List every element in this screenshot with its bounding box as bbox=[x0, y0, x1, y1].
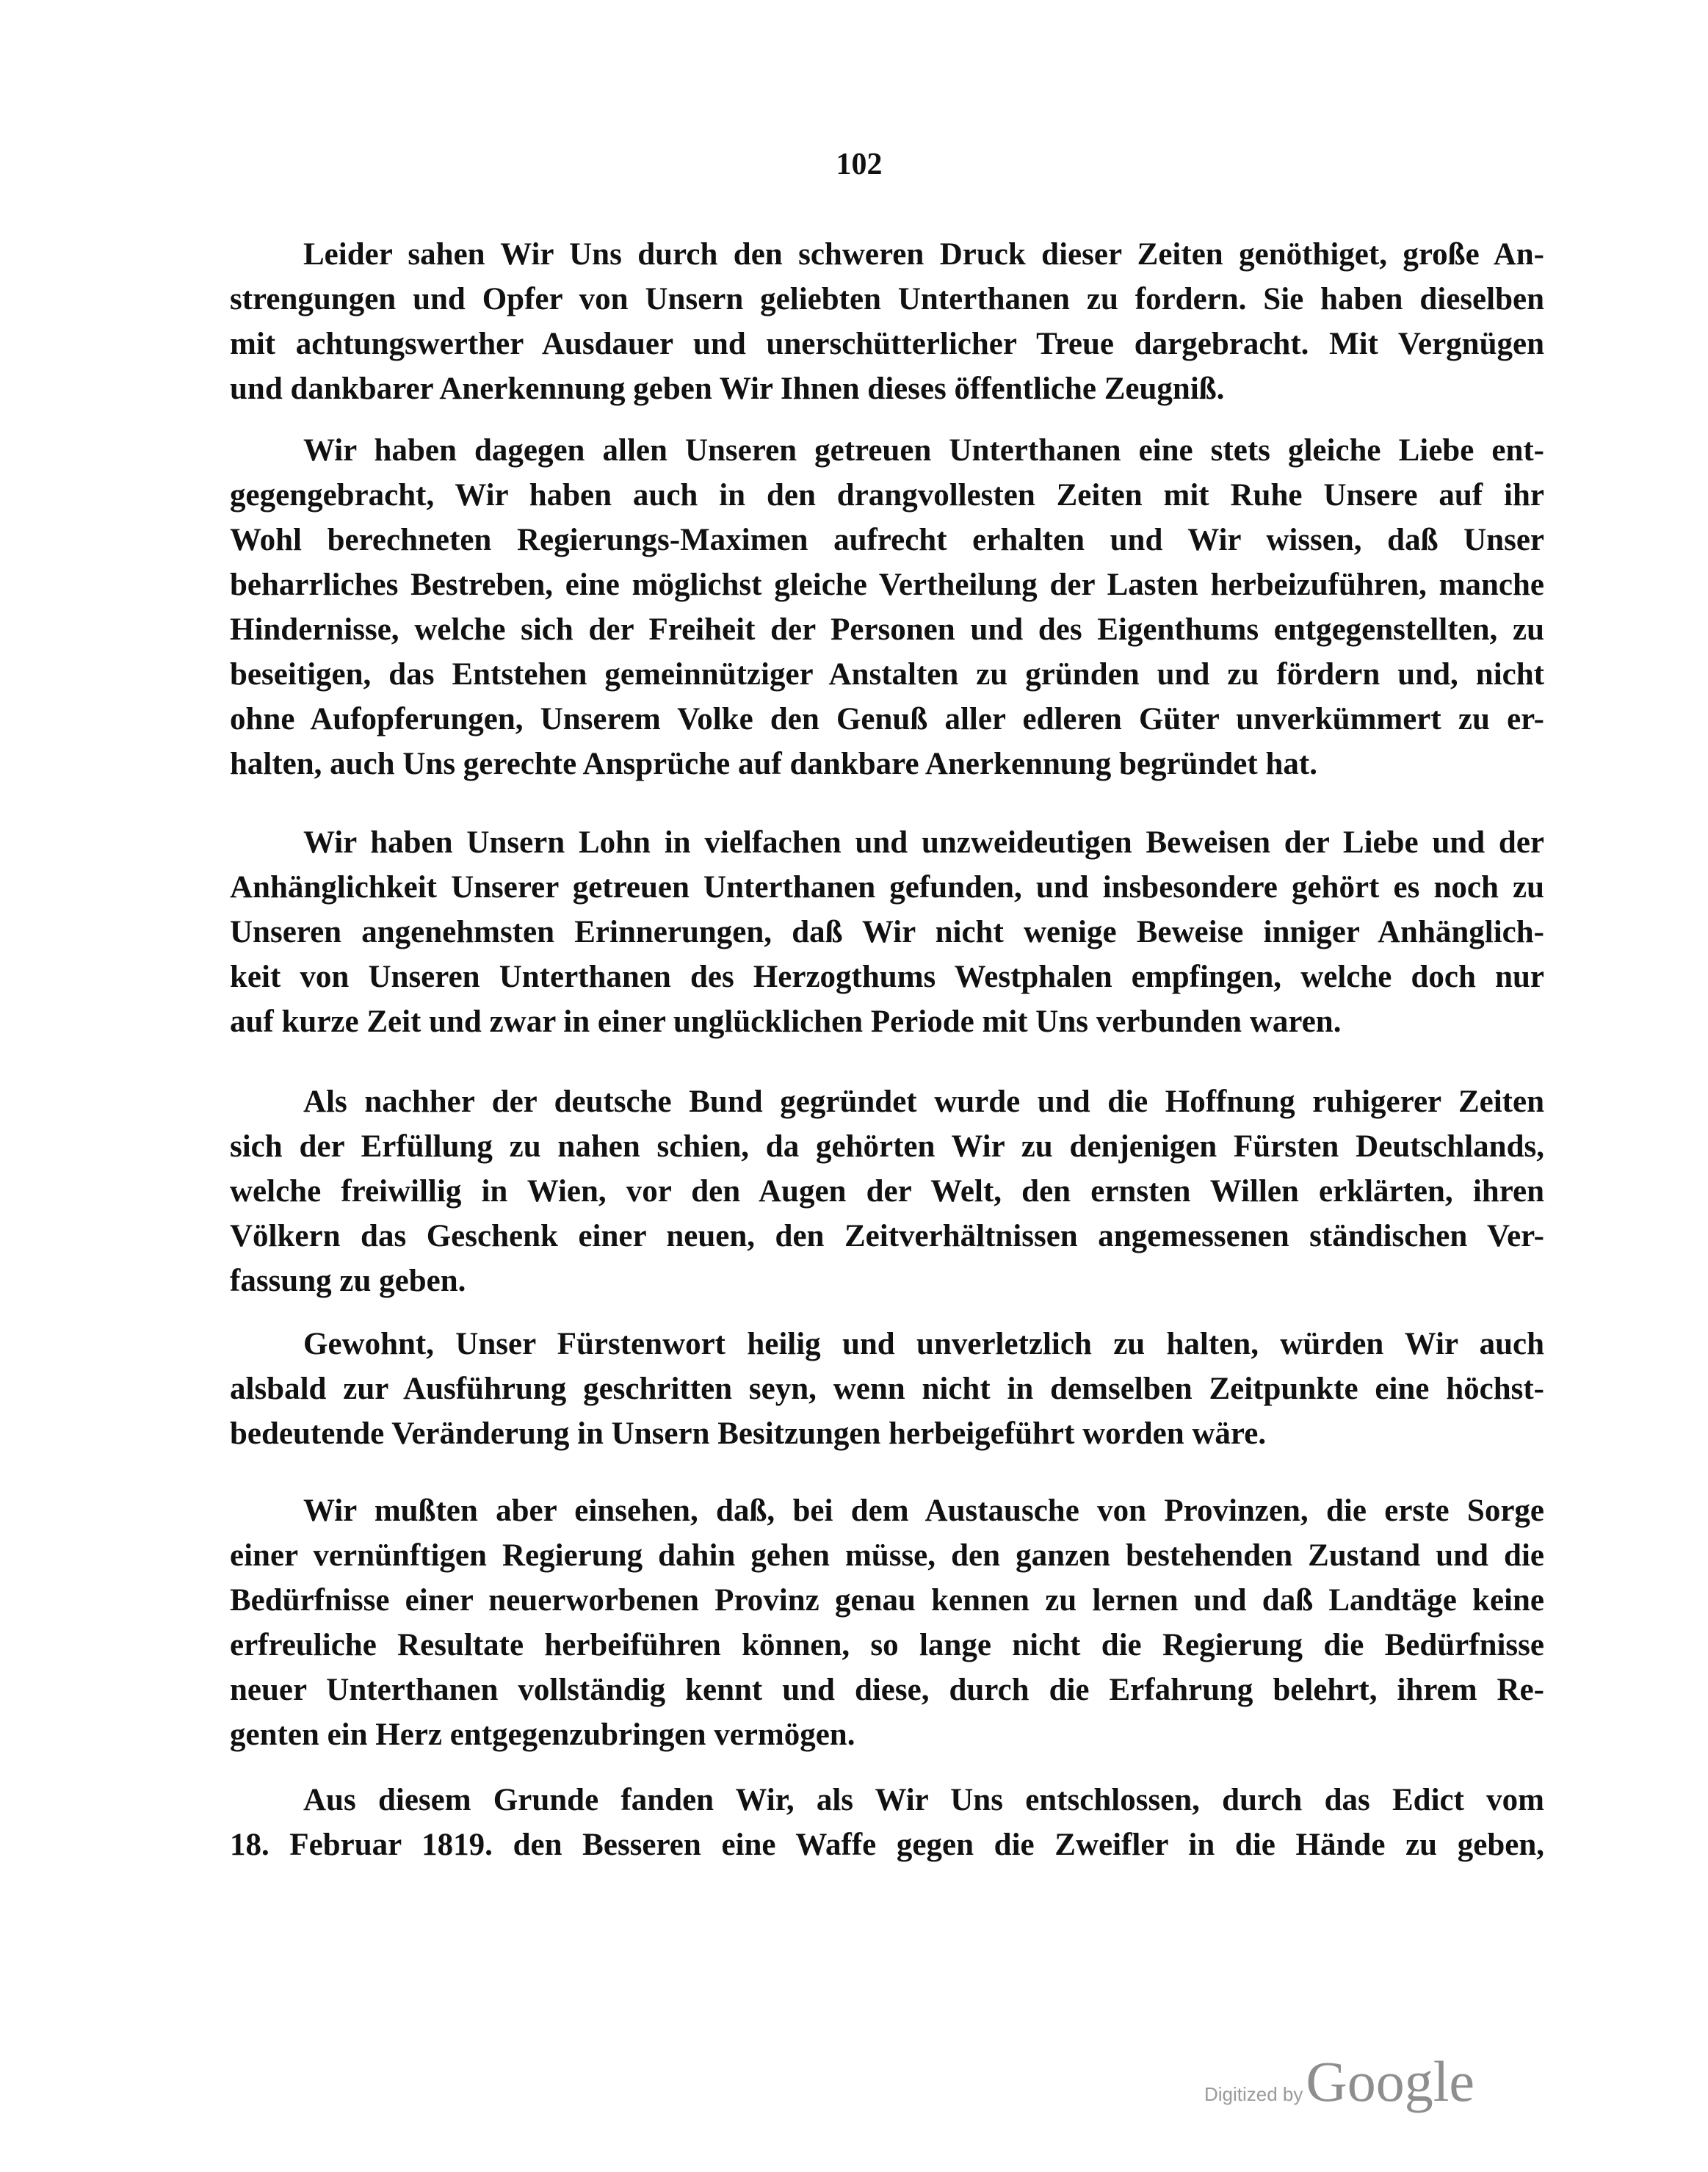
watermark-brand: Google bbox=[1306, 2049, 1475, 2113]
text-line: einer vernünftigen Regierung dahin gehen müsse, den ganzen bestehenden Zustand und die bbox=[230, 1538, 1544, 1573]
text-line: fassung zu geben. bbox=[230, 1264, 466, 1298]
text-line: Völkern das Geschenk einer neuen, den Zeitverhältnissen angemessenen ständischen Ver- bbox=[230, 1219, 1544, 1253]
text-line: Wohl berechneten Regierungs-Maximen aufrecht erhalten und Wir wissen, daß Unser bbox=[230, 523, 1544, 557]
text-line: 18. Februar 1819. den Besseren eine Waffe gegen die Zweifler in die Hände zu geben, bbox=[230, 1828, 1544, 1862]
text-line: halten, auch Uns gerechte Ansprüche auf dankbare Anerkennung begründet hat. bbox=[230, 747, 1317, 781]
text-line: keit von Unseren Unterthanen des Herzogthums Westphalen empfingen, welche doch nur bbox=[230, 960, 1544, 994]
text-line: gegengebracht, Wir haben auch in den drangvollesten Zeiten mit Ruhe Unsere auf ihr bbox=[230, 478, 1544, 513]
text-line: welche freiwillig in Wien, vor den Augen der Welt, den ernsten Willen erklärten, ihren bbox=[230, 1174, 1544, 1209]
text-line: Wir mußten aber einsehen, daß, bei dem Austausche von Provinzen, die erste Sorge bbox=[303, 1494, 1544, 1528]
watermark-prefix: Digitized by bbox=[1204, 2083, 1303, 2105]
text-line: erfreuliche Resultate herbeiführen können, so lange nicht die Regierung die Bedürfnisse bbox=[230, 1628, 1544, 1662]
text-line: neuer Unterthanen vollständig kennt und diese, durch die Erfahrung belehrt, ihrem Re- bbox=[230, 1673, 1544, 1707]
text-line: beharrliches Bestreben, eine möglichst gleiche Vertheilung der Lasten herbeizuführen, manche bbox=[230, 568, 1544, 602]
text-line: auf kurze Zeit und zwar in einer unglücklichen Periode mit Uns verbunden waren. bbox=[230, 1004, 1342, 1039]
text-line: beseitigen, das Entstehen gemeinnütziger Anstalten zu gründen und zu fördern und, nicht bbox=[230, 657, 1544, 692]
text-line: Als nachher der deutsche Bund gegründet wurde und die Hoffnung ruhigerer Zeiten bbox=[303, 1085, 1544, 1119]
paragraph bbox=[230, 1488, 1544, 1757]
paragraph bbox=[230, 428, 1544, 786]
text-line: mit achtungswerther Ausdauer und unerschütterlicher Treue dargebracht. Mit Vergnügen bbox=[230, 327, 1544, 361]
text-line: ohne Aufopferungen, Unserem Volke den Genuß aller edleren Güter unverkümmert zu er- bbox=[230, 702, 1544, 736]
paragraph bbox=[230, 1778, 1544, 1867]
text-line: Wir haben dagegen allen Unseren getreuen Unterthanen eine stets gleiche Liebe ent- bbox=[303, 433, 1544, 468]
text-line: Bedürfnisse einer neuerworbenen Provinz genau kennen zu lernen und daß Landtäge keine bbox=[230, 1583, 1544, 1618]
text-line: strengungen und Opfer von Unsern geliebten Unterthanen zu fordern. Sie haben dieselben bbox=[230, 282, 1544, 316]
paragraph bbox=[230, 232, 1544, 411]
text-line: Unseren angenehmsten Erinnerungen, daß Wir nicht wenige Beweise inniger Anhänglich- bbox=[230, 915, 1544, 949]
text-line: genten ein Herz entgegenzubringen vermögen. bbox=[230, 1717, 855, 1752]
paragraph bbox=[230, 1079, 1544, 1303]
text-line: Hindernisse, welche sich der Freiheit der Personen und des Eigenthums entgegenstellten, zu bbox=[230, 612, 1544, 647]
text-line: sich der Erfüllung zu nahen schien, da gehörten Wir zu denjenigen Fürsten Deutschlands, bbox=[230, 1129, 1544, 1164]
text-line: Aus diesem Grunde fanden Wir, als Wir Uns entschlossen, durch das Edict vom bbox=[303, 1783, 1544, 1817]
text-line: alsbald zur Ausführung geschritten seyn, wenn nicht in demselben Zeitpunkte eine höchst- bbox=[230, 1372, 1544, 1406]
digitization-watermark bbox=[1204, 2049, 1474, 2115]
text-line: und dankbarer Anerkennung geben Wir Ihnen dieses öffentliche Zeugniß. bbox=[230, 372, 1225, 406]
paragraph bbox=[230, 1322, 1544, 1456]
text-line: Wir haben Unsern Lohn in vielfachen und unzweideutigen Beweisen der Liebe und der bbox=[303, 825, 1544, 860]
text-line: bedeutende Veränderung in Unsern Besitzungen herbeigeführt worden wäre. bbox=[230, 1416, 1267, 1451]
text-line: Leider sahen Wir Uns durch den schweren Druck dieser Zeiten genöthiget, große An- bbox=[303, 237, 1544, 272]
page-number: 102 bbox=[836, 148, 883, 181]
text-line: Anhänglichkeit Unserer getreuen Unterthanen gefunden, und insbesondere gehört es noch zu bbox=[230, 870, 1544, 905]
paragraph bbox=[230, 820, 1544, 1044]
text-line: Gewohnt, Unser Fürstenwort heilig und unverletzlich zu halten, würden Wir auch bbox=[303, 1327, 1544, 1361]
